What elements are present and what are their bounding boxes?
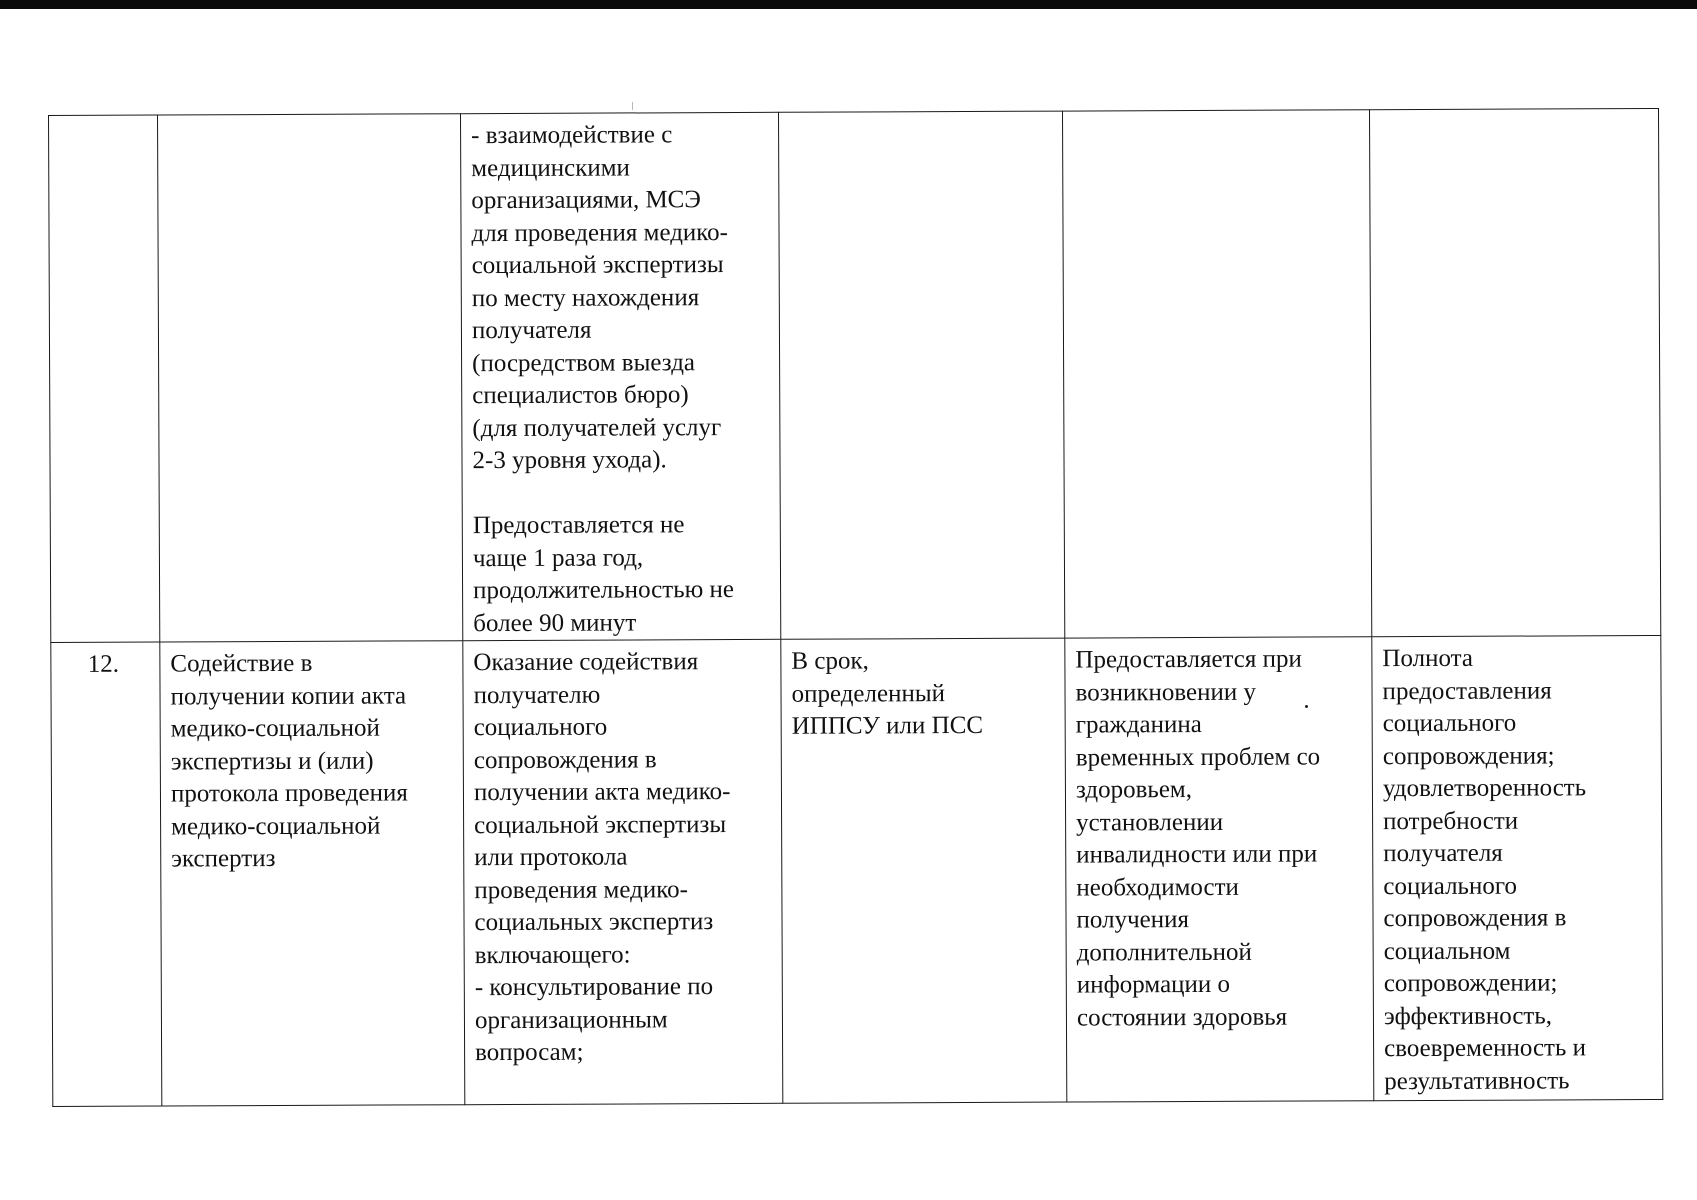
service-conditions-cell: [1062, 110, 1371, 638]
scan-speck: [1305, 705, 1308, 708]
service-description-cell: - взаимодействие с медицинскими организациями, МСЭ для проведения медико- социальной экспертизы по месту нахождения получателя (посредством выезда специалистов бюро) (для получателей услуг 2-3 уровня ухода). Предоставляется не чаще 1 раза год, продолжительностью не более 90 минут: [460, 112, 780, 640]
scan-mark: [632, 102, 633, 110]
service-name-cell: Содействие в получении копии акта медико-социальной экспертизы и (или) протокола проведения медико-социальной экспертиз: [160, 641, 465, 1106]
services-table: [48, 108, 1663, 1107]
table-row: [49, 108, 1661, 642]
service-term-cell: [778, 111, 1064, 639]
quality-criteria-cell: [1369, 108, 1660, 636]
service-term-cell: В срок, определенный ИППСУ или ПСС: [781, 638, 1067, 1103]
quality-criteria-cell: Полнота предоставления социального сопровождения; удовлетворенность потребности получателя социального сопровождения в социальном сопровождении; эффективность, своевременность и результативность: [1372, 635, 1663, 1100]
scan-top-border: [0, 0, 1697, 9]
table-row: [51, 635, 1663, 1106]
service-conditions-cell: Предоставляется при возникновении у гражданина временных проблем со здоровьем, установлении инвалидности или при необходимости получения дополнительной информации о состоянии здоровья: [1065, 637, 1374, 1102]
service-description-cell: Оказание содействия получателю социального сопровождения в получении акта медико- социальной экспертизы или протокола проведения медико- социальных экспертиз включающего: - консультирование по организационным вопросам;: [463, 639, 783, 1104]
row-number-cell: [49, 115, 160, 642]
row-number-cell: 12.: [51, 642, 162, 1106]
service-name-cell: [158, 114, 463, 642]
